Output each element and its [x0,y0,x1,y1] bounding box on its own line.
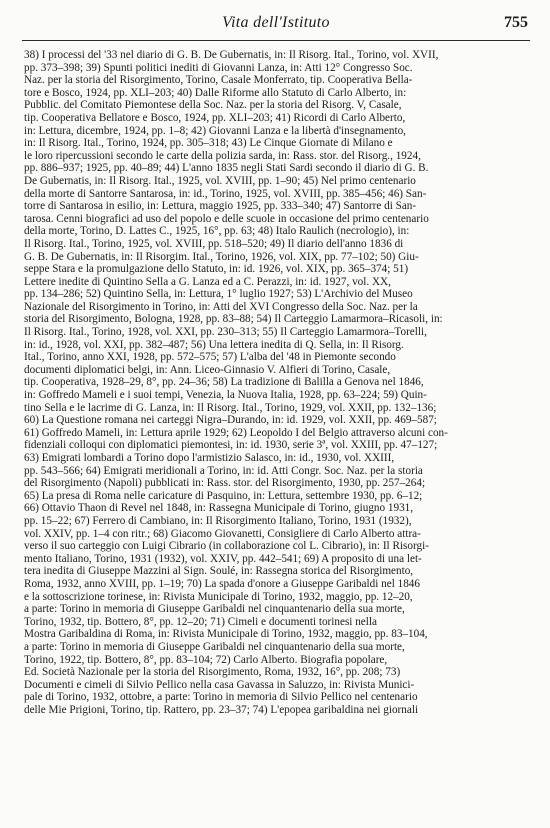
text-line: verso il suo carteggio con Luigi Cibrario (in collaborazione col L. Cibrario), in: Il Risorgi- [24,540,429,553]
running-header [24,14,528,36]
text-line: Documenti e cimeli di Silvio Pellico nella casa Gavassa in Saluzzo, in: Rivista Munici- [24,678,415,691]
text-line: fidenziali colloqui con diplomatici piemontesi, in: id. 1930, serie 3ª, vol. XXIII, pp. 47–127; [24,439,438,452]
bibliography-text [24,49,528,716]
text-line: torre di Santarosa in esilio, in: Lettura, maggio 1925, pp. 333–340; 47) Santorre di San- [24,200,417,213]
text-line: pp. 15–22; 67) Ferrero di Cambiano, in: Il Risorgimento Italiano, Torino, 1931 (1932), [24,514,412,527]
text-line: del Risorgimento (Napoli) pubblicati in: Rass. stor. del Risorgimento, 1930, pp. 257–264; [24,477,426,490]
text-line: pp. 134–286; 52) Quintino Sella, in: Lettura, 1° luglio 1927; 53) L'Archivio del Museo [24,288,413,301]
text-line: documenti diplomatici belgi, in: Ann. Liceo-Ginnasio V. Alfieri di Torino, Casale, [24,363,391,376]
text-line: tore e Bosco, 1924, pp. XLI–203; 40) Dalle Riforme allo Statuto di Carlo Alberto, in: [24,86,407,99]
text-line: vol. XXIV, pp. 1–4 con ritr.; 68) Giacomo Giovanetti, Consigliere di Carlo Alberto attra- [24,527,421,540]
text-line: pale di Torino, 1932, ottobre, a parte: Torino in memoria di Silvio Pellico nel centenario [24,691,418,704]
text-line: pp. 373–398; 39) Spunti politici inediti di Giovanni Lanza, in: Atti 12° Congresso Soc. [24,61,413,74]
text-line: a parte: Torino in memoria di Giuseppe Garibaldi nel cinquantenario della sua morte, [24,603,405,616]
text-line: 66) Ottavio Thaon di Revel nel 1848, in: Rassegna Municipale di Torino, giugno 1931, [24,502,414,515]
text-line: 38) I processi del '33 nel diario di G. B. De Gubernatis, in: Il Risorg. Ital., Torino, vol. XVII, [24,49,439,61]
text-line: 65) La presa di Roma nelle caricature di Pasquino, in: Lettura, settembre 1930, pp. 6–12; [24,489,423,502]
text-line: Torino, 1932, tip. Bottero, 8°, pp. 12–20; 71) Cimeli e documenti torinesi nella [24,615,377,628]
text-line: Il Risorg. Ital., Torino, 1928, vol. XXI, pp. 230–313; 55) Il Carteggio Lamarmora–Torelli, [24,326,427,339]
text-line: Mostra Garibaldina di Roma, in: Rivista Municipale di Torino, 1932, maggio, pp. 83–104, [24,628,428,641]
text-line: della morte di Santorre Santarosa, in: id., Torino, 1925, vol. XVIII, pp. 385–456; 46) San- [24,187,427,200]
text-line: De Gubernatis, in: Il Risorg. Ital., 1925, vol. XVIII, pp. 1–90; 45) Nel primo centenario [24,174,416,187]
text-line: 63) Emigrati lombardi a Torino dopo l'armistizio Salasco, in: id., 1930, vol. XXIII, [24,452,395,464]
text-line: Lettere inedite di Quintino Sella a G. Lanza ed a C. Perazzi, in: id. 1927, vol. XX, [24,275,391,288]
text-line: pp. 886–937; 1925, pp. 40–89; 44) L'anno 1835 negli Stati Sardi secondo il diario di G. B. [24,162,429,175]
text-line: Pubblic. del Comitato Piemontese della Soc. Naz. per la storia del Risorg. V, Casale, [24,99,402,112]
text-line: storia del Risorgimento, Bologna, 1928, pp. 83–88; 54) Il Carteggio Lamarmora–Ricasoli, in: [24,313,443,326]
text-line: in: Goffredo Mameli e i suoi tempi, Venezia, la Nuova Italia, 1928, pp. 63–224; 59) Quin- [24,389,427,402]
text-line: 60) La Questione romana nei carteggi Nigra–Durando, in: id. 1929, vol. XXII, pp. 469–587; [24,414,437,427]
text-line: in: Il Risorg. Ital., Torino, 1924, pp. 305–318; 43) Le Cinque Giornate di Milano e [24,137,393,150]
running-title: Vita dell'Istituto [222,14,330,31]
text-line: e la sottoscrizione torinese, in: Rivista Municipale di Torino, 1932, maggio, pp. 12–20, [24,590,413,603]
text-line: tarosa. Cenni biografici ad uso del popolo e delle scuole in occasione del primo centenario [24,212,429,225]
text-line: 61) Goffredo Mameli, in: Lettura aprile 1929; 62) Leopoldo I del Belgio attraverso alcuni con- [24,426,448,439]
text-line: Roma, 1932, anno XVIII, pp. 1–19; 70) La spada d'onore a Giuseppe Garibaldi nel 1846 [24,577,420,590]
text-line: tino Sella e le lacrime di G. Lanza, in: Il Risorg. Ital., Torino, 1929, vol. XXII, pp. 132–136; [24,401,437,414]
header-rule [22,40,530,41]
text-line: Nazionale del Risorgimento in Torino, in: Atti del XVI Congresso della Soc. Naz. per la [24,300,418,313]
text-line: Il Risorg. Ital., Torino, 1925, vol. XVIII, pp. 518–520; 49) Il diario dell'anno 1836 di [24,237,404,250]
text-line: tip. Cooperativa, 1928–29, 8°, pp. 24–36; 58) La tradizione di Balilla a Genova nel 1846, [24,376,424,389]
text-line: tera inedita di Giuseppe Mazzini al Sign. Soulé, in: Rassegna storica del Risorgimento, [24,565,414,578]
text-line: Naz. per la storia del Risorgimento, Torino, Casale Monferrato, tip. Cooperativa Bella- [24,74,413,87]
text-line: pp. 543–566; 64) Emigrati meridionali a Torino, in: id. Atti Congr. Soc. Naz. per la storia [24,464,423,477]
text-line: mento Italiano, Torino, 1931 (1932), vol. XXIV, pp. 442–541; 69) A proposito di una let- [24,552,422,565]
text-line: Ed. Società Nazionale per la storia del Risorgimento, Roma, 1932, 16°, pp. 208; 73) [24,666,401,679]
text-line: tip. Cooperativa Bellatore e Bosco, 1924, pp. XLI–203; 41) Ricordi di Carlo Alberto, [24,111,406,124]
text-line: in: Lettura, dicembre, 1924, pp. 1–8; 42) Giovanni Lanza e la libertà d'insegnamento, [24,124,406,137]
text-line: Ital., Torino, anno XXI, 1928, pp. 572–575; 57) L'alba del '48 in Piemonte secondo [24,351,396,364]
text-line: delle Mie Prigioni, Torino, tip. Rattero, pp. 23–37; 74) L'epopea garibaldina nei giornali [24,703,419,716]
text-line: a parte: Torino in memoria di Giuseppe Garibaldi nel cinquantenario della sua morte, [24,640,405,653]
text-line: della morte, Torino, D. Lattes C., 1925, 16°, pp. 63; 48) Italo Raulich (necrologio), in: [24,225,410,238]
text-line: in: id., 1928, vol. XXI, pp. 382–487; 56) Una lettera inedita di Q. Sella, in: Il Risorg. [24,338,404,351]
text-line: le loro ripercussioni secondo le carte della polizia sarda, in: Rass. stor. del Risorg., 1924, [24,149,421,162]
page-number: 755 [504,14,528,31]
text-line: seppe Stara e la promulgazione dello Statuto, in: id. 1926, vol. XIX, pp. 365–374; 51) [24,263,409,276]
text-line: G. B. De Gubernatis, in: Il Risorgim. Ital., Torino, 1926, vol. XIX, pp. 77–102; 50) Giu- [24,250,419,263]
text-line: Torino, 1922, tip. Bottero, 8°, pp. 83–104; 72) Carlo Alberto. Biografia popolare, [24,653,388,666]
